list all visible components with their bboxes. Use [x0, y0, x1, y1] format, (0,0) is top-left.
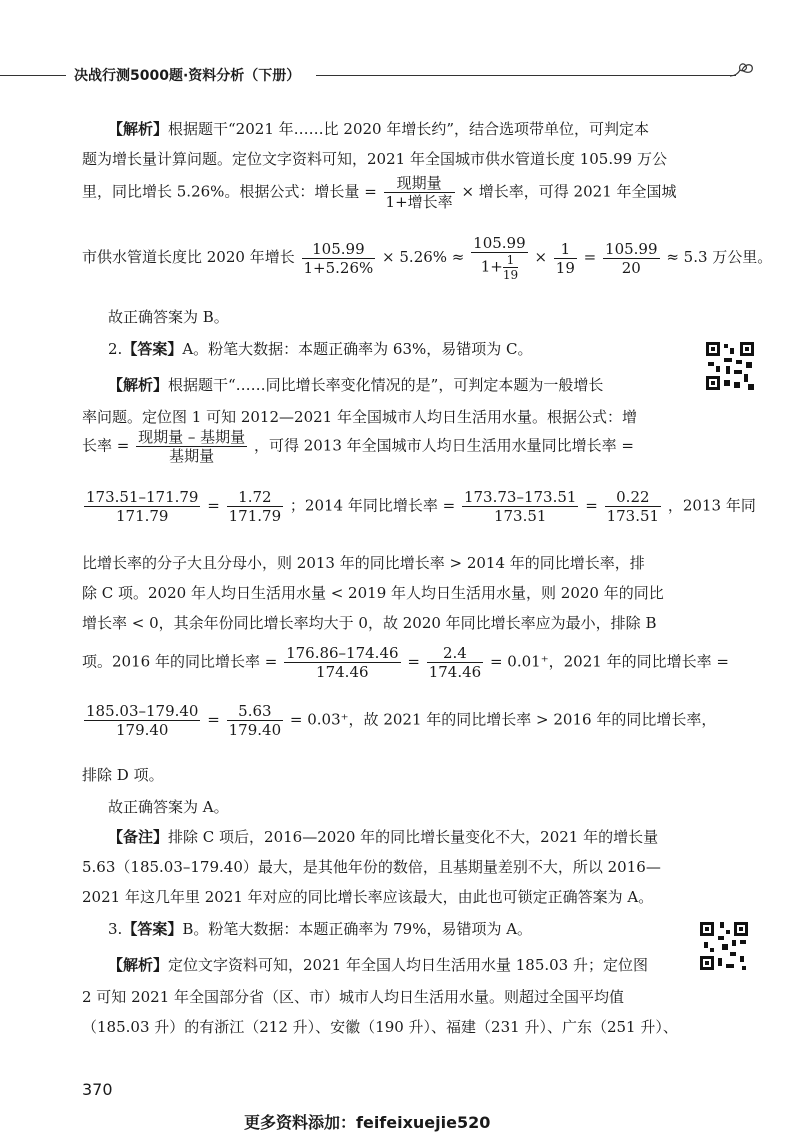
analysis-tag: 【解析】 — [108, 120, 169, 138]
para2-line9: $\frac{185.03-179.40}{179.40}$ = $\frac{5.63}{179.40}$ = 0.03⁺，故 2021 年的同比增长率 > 2016 年的同比增长率， — [86, 702, 717, 739]
para2-line3: 长率 = $\frac{\text{现期量 – 基期量}}{\text{基期量}}$ ，可得 2013 年全国城市人均日生活用水量同比增长率 = — [82, 428, 635, 465]
formula-growth-rate: $\frac{\text{现期量 – 基期量}}{\text{基期量}}$ — [138, 428, 246, 465]
note-line3: 2021 年这几年里 2021 年对应的同比增长率应该最大，由此也可锁定正确答案为 A。 — [82, 888, 654, 906]
para2-line8: 项。2016 年的同比增长率 = $\frac{176.86-174.46}{174.46}$ = $\frac{2.4}{174.46}$ = 0.01⁺，2021 年的同比增长率 = — [82, 644, 729, 681]
fraction: $\frac{1.72}{171.79}$ — [228, 488, 282, 525]
page-header — [0, 62, 800, 90]
para2-line4: $\frac{173.51-171.79}{171.79}$ = $\frac{1.72}{171.79}$ ；2014 年同比增长率 = $\frac{173.73-173.51}{173.51}$ = $\frac{0.22}{173.51}$ ，2013 年同 — [86, 488, 756, 525]
fraction: $\frac{105.99}{20}$ — [605, 239, 658, 277]
fraction: $\frac{173.51-171.79}{171.79}$ — [86, 488, 199, 525]
answer-tag: 【答案】 — [122, 340, 183, 358]
para3-line3: （185.03 升）的有浙江（212 升）、安徽（190 升）、福建（231 升）、广东（251 升）、 — [82, 1018, 678, 1036]
para3-line1: 【解析】定位文字资料可知，2021 年全国人均日生活用水量 185.03 升；定位图 — [108, 956, 648, 974]
header-rule-right — [316, 75, 736, 76]
note-line1: 【备注】排除 C 项后，2016—2020 年的同比增长量变化不大，2021 年的增长量 — [108, 828, 659, 846]
para1-line2: 题为增长量计算问题。定位文字资料可知，2021 年全国城市供水管道长度 105.99 万公 — [82, 150, 667, 168]
answer-line: 故正确答案为 B。 — [108, 308, 229, 326]
note-line2: 5.63（185.03–179.40）最大，是其他年份的数倍，且基期量差别不大，所以 2016— — [82, 858, 661, 876]
qr-code-icon[interactable] — [698, 920, 750, 972]
fraction: $\frac{173.73-173.51}{173.51}$ — [463, 488, 577, 525]
page-number: 370 — [82, 1080, 113, 1099]
leaf-icon — [728, 60, 758, 80]
para2-line7: 增长率 < 0，其余年份同比增长率均大于 0，故 2020 年同比增长率应为最小，排除 B — [82, 614, 657, 632]
analysis-tag: 【解析】 — [108, 376, 169, 394]
fraction: $\frac{0.22}{173.51}$ — [606, 488, 660, 525]
para2-line2: 率问题。定位图 1 可知 2012—2021 年全国城市人均日生活用水量。根据公式：增 — [82, 408, 637, 426]
fraction: 105.99 1+ $\frac{1}{19}$ — [473, 234, 526, 282]
fraction: $\frac{185.03-179.40}{179.40}$ — [86, 702, 199, 739]
para1-line4: 市供水管道长度比 2020 年增长 $\frac{105.99}{1+5.26\%}$ × 5.26% ≈ 105.99 1+ $\frac{1}{19}$ × $\frac{1}{19}$ = $\frac{105.99}{20}$ ≈ 5.3 万公里。 — [82, 234, 773, 282]
qr-code-icon[interactable] — [704, 340, 756, 392]
fraction: $\frac{105.99}{1+5.26\%}$ — [303, 239, 374, 277]
para2-line1: 【解析】根据题干“……同比增长率变化情况的是”，可判定本题为一般增长 — [108, 376, 604, 394]
fraction: $\frac{5.63}{179.40}$ — [228, 702, 282, 739]
para2-line6: 除 C 项。2020 年人均日生活用水量 < 2019 年人均日生活用水量，则 2020 年的同比 — [82, 584, 664, 602]
note-tag: 【备注】 — [108, 828, 169, 846]
answer-line: 故正确答案为 A。 — [108, 798, 229, 816]
para2-line10: 排除 D 项。 — [82, 766, 164, 784]
para2-line5: 比增长率的分子大且分母小，则 2013 年的同比增长率 > 2014 年的同比增长率，排 — [82, 554, 645, 572]
formula-growth-amount: $\frac{\text{现期量}}{\text{1+增长率}}$ — [385, 174, 453, 211]
book-title: 决战行测5000题·资料分析（下册） — [74, 68, 301, 84]
para1-line1: 【解析】根据题干“2021 年……比 2020 年增长约”，结合选项带单位，可判定本 — [108, 120, 650, 138]
q2-answer: 2.【答案】A。粉笔大数据：本题正确率为 63%，易错项为 C。 — [108, 340, 533, 358]
q3-answer: 3.【答案】B。粉笔大数据：本题正确率为 79%，易错项为 A。 — [108, 920, 533, 938]
header-rule-left — [0, 75, 66, 76]
footer-contact: 更多资料添加：feifeixuejie520 — [244, 1113, 491, 1132]
fraction: $\frac{1}{19}$ — [555, 239, 575, 277]
para3-line2: 2 可知 2021 年全国部分省（区、市）城市人均日生活用水量。则超过全国平均值 — [82, 988, 625, 1006]
fraction: $\frac{2.4}{174.46}$ — [428, 644, 482, 681]
para1-line3: 里，同比增长 5.26%。根据公式：增长量 = $\frac{\text{现期量}}{\text{1+增长率}}$ × 增长率，可得 2021 年全国城 — [82, 174, 677, 211]
fraction: $\frac{176.86-174.46}{174.46}$ — [286, 644, 399, 681]
analysis-tag: 【解析】 — [108, 956, 169, 974]
answer-tag: 【答案】 — [122, 920, 183, 938]
